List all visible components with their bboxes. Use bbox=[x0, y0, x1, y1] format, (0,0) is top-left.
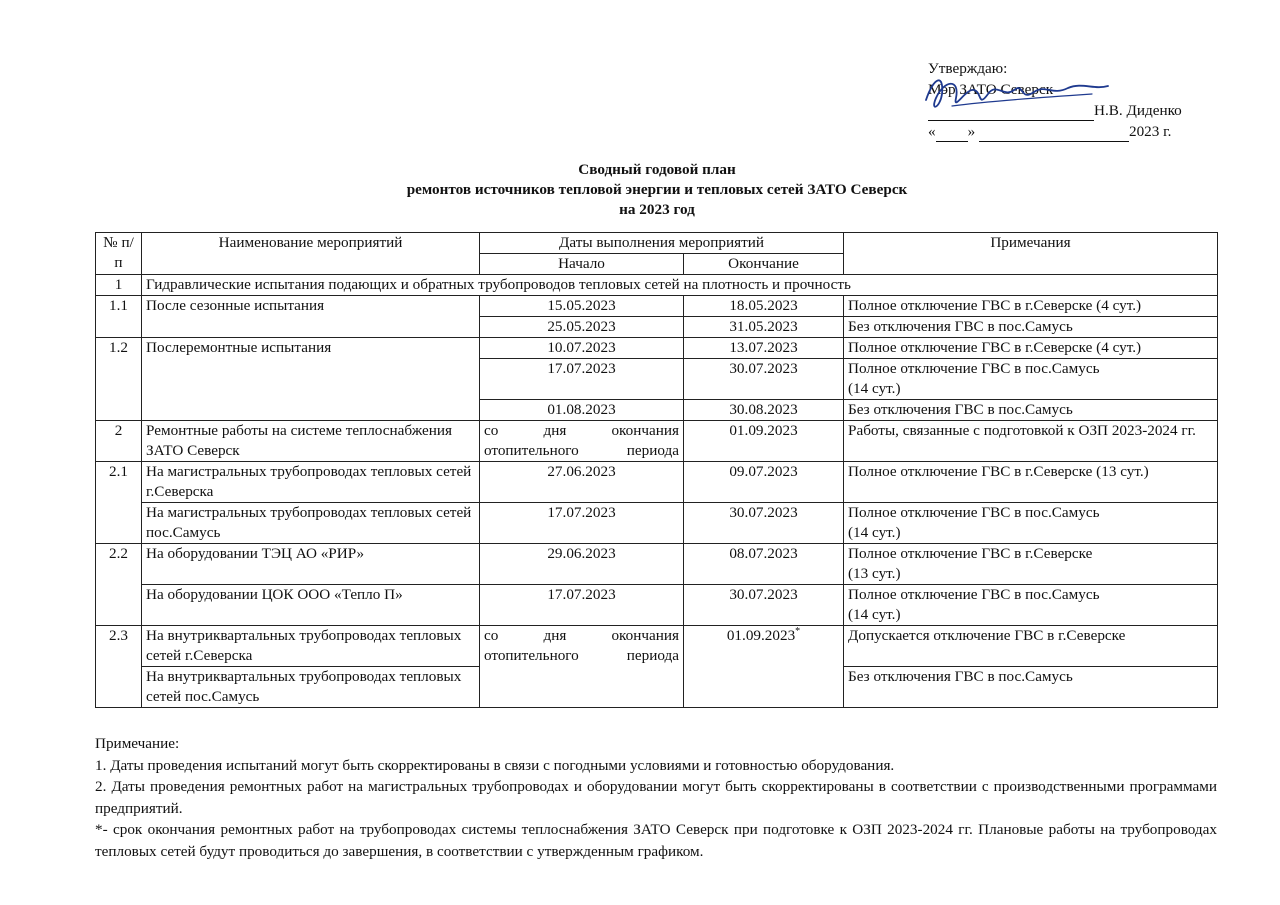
row-note: Допускается отключение ГВС в г.Северске bbox=[844, 626, 1218, 667]
row-start: 27.06.2023 bbox=[480, 462, 684, 503]
row-end bbox=[684, 626, 844, 708]
row-name: На магистральных трубопроводах тепловых сетей г.Северска bbox=[142, 462, 480, 503]
row-end: 30.07.2023 bbox=[684, 359, 844, 400]
notes-heading: Примечание: bbox=[95, 735, 180, 752]
row-note: Полное отключение ГВС в г.Северске (4 сут.) bbox=[844, 296, 1218, 317]
row-note-line: Полное отключение ГВС в г.Северске bbox=[848, 545, 1093, 562]
row-num: 1.2 bbox=[96, 338, 142, 421]
table-row bbox=[96, 275, 1218, 296]
row-start: со дня окончания отопительного периода bbox=[480, 626, 684, 708]
footnote-mark: * bbox=[795, 625, 801, 637]
row-note-line: (14 сут.) bbox=[848, 524, 901, 541]
row-start: 15.05.2023 bbox=[480, 296, 684, 317]
signature-icon bbox=[922, 68, 1112, 118]
row-name: На оборудовании ЦОК ООО «Тепло П» bbox=[142, 585, 480, 626]
row-end: 18.05.2023 bbox=[684, 296, 844, 317]
row-end: 31.05.2023 bbox=[684, 317, 844, 338]
title-line-3: на 2023 год bbox=[619, 201, 695, 218]
row-start: 17.07.2023 bbox=[480, 585, 684, 626]
header-num: № п/п bbox=[96, 233, 142, 275]
table-row bbox=[96, 421, 1218, 462]
header-notes: Примечания bbox=[844, 233, 1218, 275]
row-name: На магистральных трубопроводах тепловых сетей пос.Самусь bbox=[142, 503, 480, 544]
row-end: 30.07.2023 bbox=[684, 585, 844, 626]
row-name: На внутриквартальных трубопроводах тепловых сетей пос.Самусь bbox=[142, 667, 480, 708]
row-end-date: 01.09.2023 bbox=[726, 627, 796, 644]
row-end: 13.07.2023 bbox=[684, 338, 844, 359]
row-note-line: (14 сут.) bbox=[848, 380, 901, 397]
table-row bbox=[96, 462, 1218, 503]
approval-date-line bbox=[928, 121, 1228, 142]
row-start: 01.08.2023 bbox=[480, 400, 684, 421]
row-num: 2 bbox=[96, 421, 142, 462]
row-num: 2.2 bbox=[96, 544, 142, 626]
table-row bbox=[96, 296, 1218, 317]
row-note: Без отключения ГВС в пос.Самусь bbox=[844, 400, 1218, 421]
row-name: После сезонные испытания bbox=[142, 296, 480, 338]
plan-table bbox=[95, 232, 1218, 708]
row-name: Ремонтные работы на системе теплоснабжения ЗАТО Северск bbox=[142, 421, 480, 462]
month-underline bbox=[979, 126, 1129, 142]
row-start: 10.07.2023 bbox=[480, 338, 684, 359]
row-num: 2.3 bbox=[96, 626, 142, 708]
row-start: со дня окончания отопительного периода bbox=[480, 421, 684, 462]
approval-date-open: « bbox=[928, 123, 936, 140]
approval-line-2: Мэр ЗАТО Северск bbox=[928, 81, 1054, 98]
row-end: 09.07.2023 bbox=[684, 462, 844, 503]
row-note: Полное отключение ГВС в г.Северске (4 сут.) bbox=[844, 338, 1218, 359]
note-item: 1. Даты проведения испытаний могут быть скорректированы в связи с погодными условиями и готовностью оборудования. bbox=[95, 756, 895, 774]
row-num: 2.1 bbox=[96, 462, 142, 544]
row-end: 30.07.2023 bbox=[684, 503, 844, 544]
row-note bbox=[844, 585, 1218, 626]
note-item: *- срок окончания ремонтных работ на трубопроводах системы теплоснабжения ЗАТО Северск при подготовке к ОЗП 2023-2024 гг. Плановые работы на трубопроводах тепловых сетей будут проводиться до завершения, в соответствии с утвержденным графиком. bbox=[95, 821, 1217, 860]
table-row bbox=[96, 585, 1218, 626]
table-row bbox=[96, 544, 1218, 585]
row-note-line: (13 сут.) bbox=[848, 565, 901, 582]
approval-date-close: » bbox=[967, 123, 976, 140]
table-row bbox=[96, 338, 1218, 359]
row-note bbox=[844, 544, 1218, 585]
approval-line-1: Утверждаю: bbox=[928, 60, 1008, 77]
row-name: На оборудовании ТЭЦ АО «РИР» bbox=[142, 544, 480, 585]
row-num: 1 bbox=[96, 275, 142, 296]
day-underline bbox=[936, 126, 968, 142]
document-title bbox=[0, 160, 1280, 220]
row-note bbox=[844, 503, 1218, 544]
row-end: 08.07.2023 bbox=[684, 544, 844, 585]
note-item: 2. Даты проведения ремонтных работ на магистральных трубопроводах и оборудовании могут быть скорректированы в соответствии с производственными программами предприятий. bbox=[95, 778, 1217, 817]
row-note-line: Полное отключение ГВС в пос.Самусь bbox=[848, 586, 1100, 603]
approval-name: Н.В. Диденко bbox=[1094, 102, 1182, 119]
row-note bbox=[844, 359, 1218, 400]
row-note-line: (14 сут.) bbox=[848, 606, 901, 623]
title-line-2: ремонтов источников тепловой энергии и тепловых сетей ЗАТО Северск bbox=[406, 181, 908, 198]
table-row bbox=[96, 503, 1218, 544]
row-name: На внутриквартальных трубопроводах тепловых сетей г.Северска bbox=[142, 626, 480, 667]
header-start: Начало bbox=[480, 254, 684, 275]
row-note: Работы, связанные с подготовкой к ОЗП 2023-2024 гг. bbox=[844, 421, 1218, 462]
row-end: 01.09.2023 bbox=[684, 421, 844, 462]
row-start: 25.05.2023 bbox=[480, 317, 684, 338]
row-note: Полное отключение ГВС в г.Северске (13 сут.) bbox=[844, 462, 1218, 503]
approval-block bbox=[928, 58, 1228, 142]
header-dates: Даты выполнения мероприятий bbox=[480, 233, 844, 254]
section-title: Гидравлические испытания подающих и обратных трубопроводов тепловых сетей на плотность и прочность bbox=[142, 275, 1218, 296]
header-name: Наименование мероприятий bbox=[142, 233, 480, 275]
row-start: 17.07.2023 bbox=[480, 359, 684, 400]
row-note-line: Полное отключение ГВС в пос.Самусь bbox=[848, 504, 1100, 521]
notes-block bbox=[95, 733, 1217, 862]
row-name: Послеремонтные испытания bbox=[142, 338, 480, 421]
row-start: 29.06.2023 bbox=[480, 544, 684, 585]
row-start: 17.07.2023 bbox=[480, 503, 684, 544]
row-end: 30.08.2023 bbox=[684, 400, 844, 421]
header-row bbox=[96, 233, 1218, 254]
title-line-1: Сводный годовой план bbox=[578, 161, 736, 178]
header-end: Окончание bbox=[684, 254, 844, 275]
row-note: Без отключения ГВС в пос.Самусь bbox=[844, 317, 1218, 338]
table-row bbox=[96, 626, 1218, 667]
approval-year: 2023 г. bbox=[1128, 123, 1172, 140]
row-note-line: Полное отключение ГВС в пос.Самусь bbox=[848, 360, 1100, 377]
row-note: Без отключения ГВС в пос.Самусь bbox=[844, 667, 1218, 708]
row-num: 1.1 bbox=[96, 296, 142, 338]
